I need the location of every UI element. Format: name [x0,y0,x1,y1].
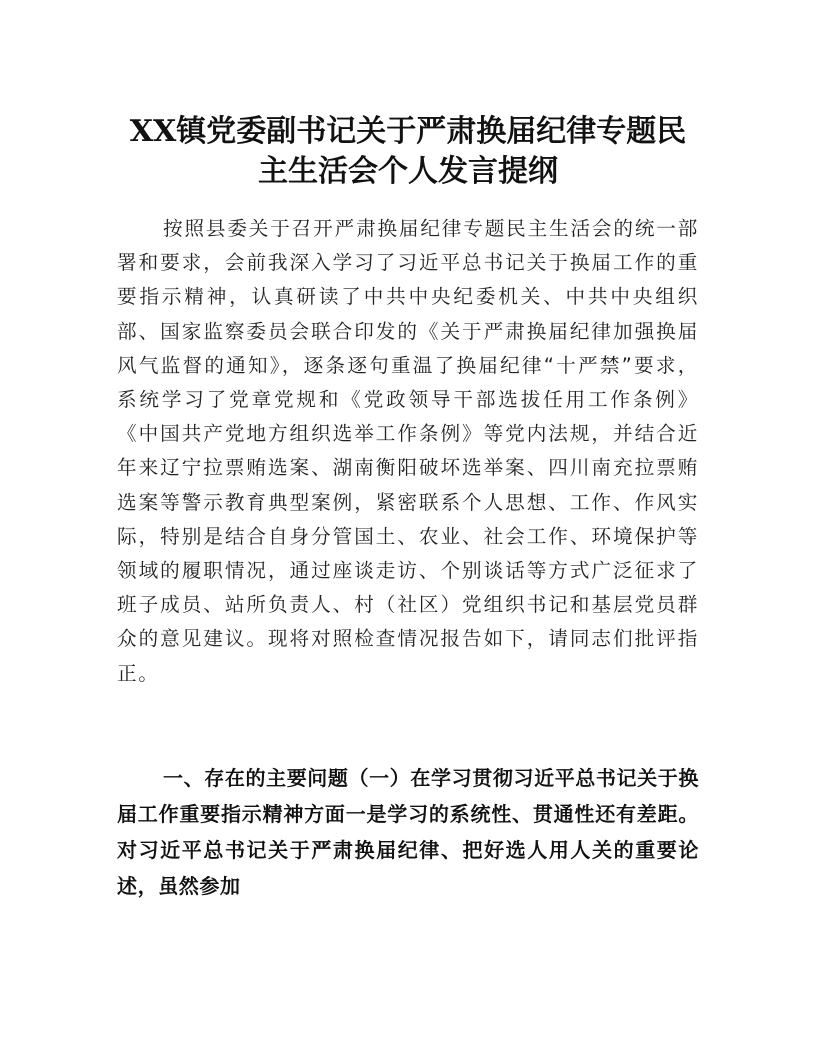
title-line-1: XX镇党委副书记关于严肃换届纪律专题民 [129,114,687,149]
intro-paragraph: 按照县委关于召开严肃换届纪律专题民主生活会的统一部署和要求，会前我深入学习了习近平总书记关于换届工作的重要指示精神，认真研读了中共中央纪委机关、中共中央组织部、国家监察委员会联合印发的《关于严肃换届纪律加强换届风气监督的通知》，逐条逐句重温了换届纪律“十严禁”要求，系统学习了党章党规和《党政领导干部选拔任用工作条例》《中国共产党地方组织选举工作条例》等党内法规，并结合近年来辽宁拉票贿选案、湖南衡阳破坏选举案、四川南充拉票贿选案等警示教育典型案例，紧密联系个人思想、工作、作风实际，特别是结合自身分管国土、农业、社会工作、环境保护等领域的履职情况，通过座谈走访、个别谈话等方式广泛征求了班子成员、站所负责人、村（社区）党组织书记和基层党员群众的意见建议。现将对照检查情况报告如下，请同志们批评指正。 [117,217,699,685]
title-line-2: 主生活会个人发言提纲 [258,154,558,189]
section-heading-paragraph: 一、存在的主要问题（一）在学习贯彻习近平总书记关于换届工作重要指示精神方面一是学习的系统性、贯通性还有差距。对习近平总书记关于严肃换届纪律、把好选人用人关的重要论述，虽然参加 [117,766,699,898]
document-title [100,112,716,192]
